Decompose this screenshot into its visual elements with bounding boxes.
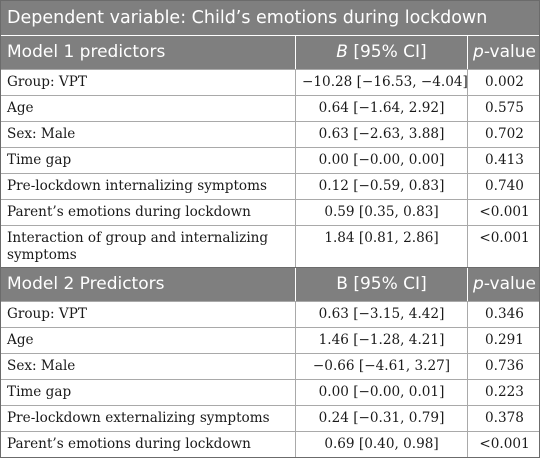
table-row: [1, 405, 539, 431]
p-cell: 0.702: [467, 122, 541, 147]
predictor-cell: Interaction of group and internalizing symptoms: [7, 230, 269, 263]
b-cell: 0.00 [−0.00, 0.01]: [295, 380, 467, 405]
p-cell: 0.291: [467, 328, 541, 353]
predictor-cell: Sex: Male: [7, 126, 76, 142]
table-row: [1, 379, 539, 405]
table-row: [1, 121, 539, 147]
predictor-cell: Pre-lockdown internalizing symptoms: [7, 178, 267, 194]
model1-b-header: [295, 36, 467, 69]
b-cell: 0.63 [−2.63, 3.88]: [295, 122, 467, 147]
b-cell: 0.64 [−1.64, 2.92]: [295, 96, 467, 121]
b-cell: 1.46 [−1.28, 4.21]: [295, 328, 467, 353]
model1-predictor-header: Model 1 predictors: [7, 42, 166, 62]
model1-p-header: [467, 36, 541, 69]
table-row: [1, 301, 539, 327]
model2-p-suffix: -value: [483, 274, 536, 294]
table-row: [1, 95, 539, 121]
table-row: [1, 173, 539, 199]
p-cell: 0.575: [467, 96, 541, 121]
b-cell: 0.69 [0.40, 0.98]: [295, 432, 467, 457]
predictor-cell: Time gap: [7, 384, 72, 400]
predictor-cell: Group: VPT: [7, 306, 87, 322]
table-row: [1, 199, 539, 225]
predictor-cell: Pre-lockdown externalizing symptoms: [7, 410, 270, 426]
b-cell: 0.59 [0.35, 0.83]: [295, 200, 467, 225]
predictor-cell: Sex: Male: [7, 358, 76, 374]
model2-predictor-header: Model 2 Predictors: [7, 274, 165, 294]
predictor-cell: Parent’s emotions during lockdown: [7, 204, 251, 220]
p-cell: 0.736: [467, 354, 541, 379]
predictor-cell: Age: [7, 332, 34, 348]
p-cell: 0.378: [467, 406, 541, 431]
predictor-cell: Age: [7, 100, 34, 116]
predictor-cell: Group: VPT: [7, 74, 87, 90]
model2-p-label: p: [473, 274, 484, 294]
b-cell: 1.84 [0.81, 2.86]: [295, 226, 467, 267]
p-cell: 0.413: [467, 148, 541, 173]
table-title: Dependent variable: Child’s emotions during lockdown: [1, 1, 539, 36]
b-cell: 0.12 [−0.59, 0.83]: [295, 174, 467, 199]
model1-header: [1, 36, 539, 69]
p-cell: 0.740: [467, 174, 541, 199]
table-row: [1, 327, 539, 353]
table-row: [1, 69, 539, 95]
b-cell: −10.28 [−16.53, −4.04]: [295, 70, 467, 95]
model1-p-suffix: -value: [483, 42, 536, 62]
table-row: [1, 225, 539, 267]
p-cell: 0.223: [467, 380, 541, 405]
p-cell: 0.002: [467, 70, 541, 95]
b-cell: 0.63 [−3.15, 4.42]: [295, 302, 467, 327]
predictor-cell: Time gap: [7, 152, 72, 168]
model1-b-suffix: [95% CI]: [347, 42, 427, 62]
b-cell: 0.24 [−0.31, 0.79]: [295, 406, 467, 431]
p-cell: 0.346: [467, 302, 541, 327]
p-cell: <0.001: [467, 432, 541, 457]
table-row: [1, 431, 539, 457]
model2-b-header: B [95% CI]: [295, 268, 467, 301]
model2-header: [1, 267, 539, 301]
b-cell: 0.00 [−0.00, 0.00]: [295, 148, 467, 173]
b-cell: −0.66 [−4.61, 3.27]: [295, 354, 467, 379]
model2-p-header: [467, 268, 541, 301]
predictor-cell: Parent’s emotions during lockdown: [7, 436, 251, 452]
model1-p-label: p: [473, 42, 484, 62]
p-cell: <0.001: [467, 226, 541, 267]
table-row: [1, 353, 539, 379]
model1-b-label: B: [336, 42, 348, 62]
table-row: [1, 147, 539, 173]
p-cell: <0.001: [467, 200, 541, 225]
